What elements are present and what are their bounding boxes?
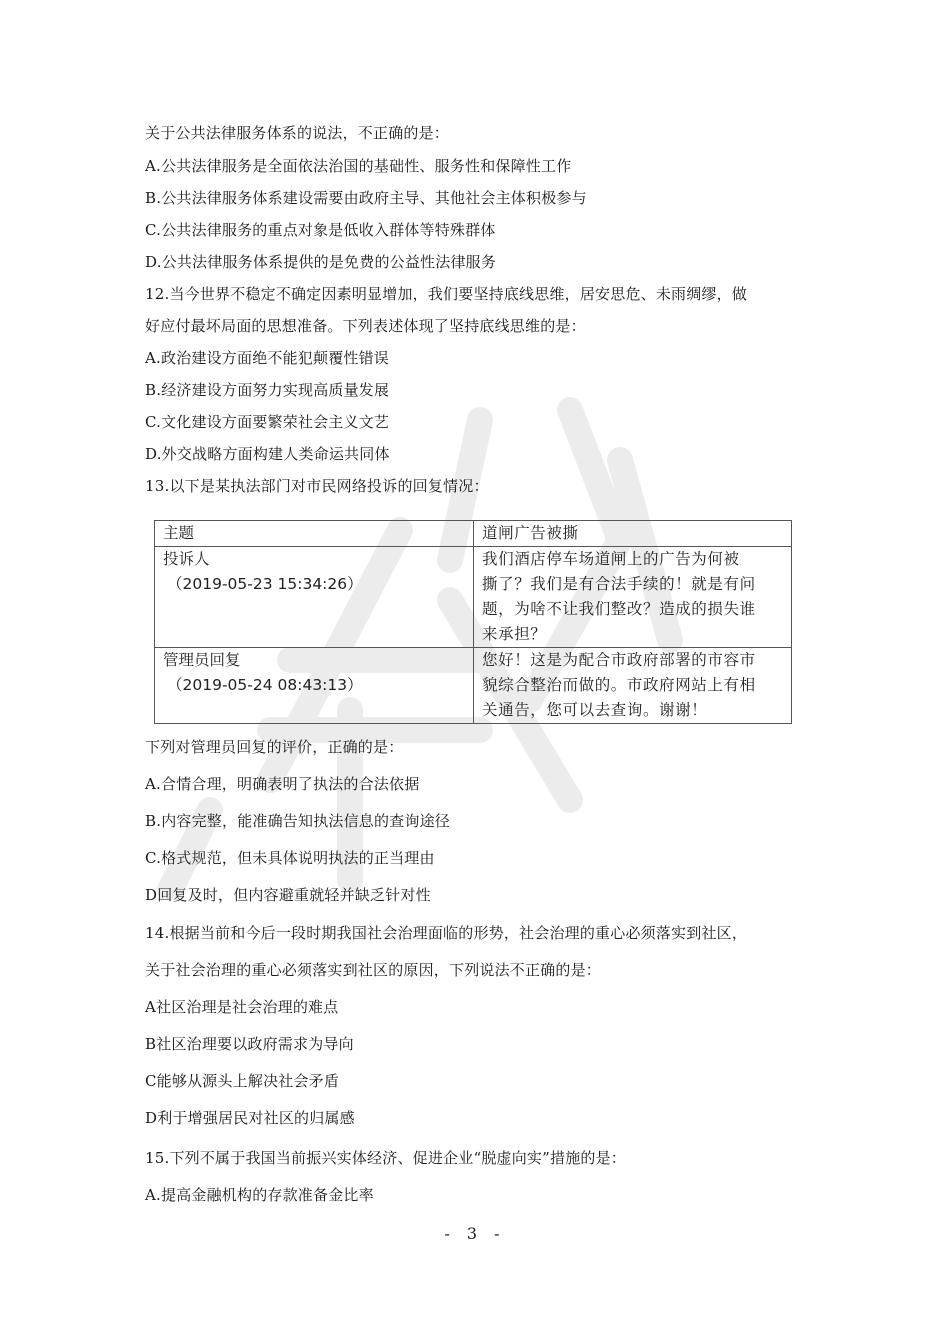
q14-option-b: B社区治理要以政府需求为导向 — [145, 1035, 354, 1053]
q14-stem-line2: 关于社会治理的重心必须落实到社区的原因，下列说法不正确的是： — [145, 961, 602, 979]
complaint-line: 来承担？ — [482, 625, 547, 643]
q14-option-d: D利于增强居民对社区的归属感 — [145, 1109, 355, 1127]
q13-option-b: B.内容完整，能准确告知执法信息的查询途径 — [145, 812, 450, 830]
reply-line: 关通告，您可以去查询。谢谢！ — [482, 701, 708, 719]
q11-option-c: C.公共法律服务的重点对象是低收入群体等特殊群体 — [145, 221, 496, 239]
reply-line: 您好！这是为配合市政府部署的市容市 — [482, 651, 756, 669]
reply-content — [474, 648, 792, 724]
table-row-complaint — [155, 547, 792, 648]
reply-timestamp: （2019-05-24 08:43:13） — [167, 676, 363, 694]
q11-option-b: B.公共法律服务体系建设需要由政府主导、其他社会主体积极参与 — [145, 189, 587, 207]
q15-option-a: A.提高金融机构的存款准备金比率 — [145, 1186, 374, 1204]
complaint-content — [474, 547, 792, 648]
header-value: 道闸广告被撕 — [474, 521, 792, 547]
complaint-line: 我们酒店停车场道闸上的广告为何被 — [482, 550, 740, 568]
page-number: - 3 - — [444, 1224, 506, 1243]
header-label: 主题 — [155, 521, 474, 547]
table-row-header — [155, 521, 792, 547]
q12-option-a: A.政治建设方面绝不能犯颠覆性错误 — [145, 349, 390, 367]
q14-option-c: C能够从源头上解决社会矛盾 — [145, 1072, 340, 1090]
q13-stem: 13.以下是某执法部门对市民网络投诉的回复情况： — [145, 477, 489, 495]
complaint-table — [154, 520, 792, 724]
q13-option-d: D回复及时，但内容避重就轻并缺乏针对性 — [145, 886, 431, 904]
q15-stem: 15.下列不属于我国当前振兴实体经济、促进企业“脱虚向实”措施的是： — [145, 1149, 626, 1167]
complaint-line: 撕了？我们是有合法手续的！就是有问 — [482, 575, 756, 593]
reply-line: 貌综合整治而做的。市政府网站上有相 — [482, 676, 756, 694]
q13-option-a: A.合情合理，明确表明了执法的合法依据 — [145, 775, 420, 793]
table-row-reply — [155, 648, 792, 724]
complaint-label-cell — [155, 547, 474, 648]
q12-stem-line2: 好应付最坏局面的思想准备。下列表述体现了坚持底线思维的是： — [145, 317, 586, 335]
q14-option-a: A社区治理是社会治理的难点 — [145, 998, 339, 1016]
q12-option-d: D.外交战略方面构建人类命运共同体 — [145, 445, 390, 463]
complaint-label: 投诉人 — [163, 550, 210, 568]
complaint-line: 题，为啥不让我们整改？造成的损失谁 — [482, 600, 756, 618]
q12-option-c: C.文化建设方面要繁荣社会主义文艺 — [145, 413, 390, 431]
q11-option-a: A.公共法律服务是全面依法治国的基础性、服务性和保障性工作 — [145, 157, 572, 175]
q12-stem-line1: 12.当今世界不稳定不确定因素明显增加，我们要坚持底线思维，居安思危、未雨绸缪，做 — [145, 285, 748, 303]
q14-stem-line1: 14.根据当前和今后一段时期我国社会治理面临的形势，社会治理的重心必须落实到社区， — [145, 924, 748, 942]
reply-label-cell — [155, 648, 474, 724]
reply-label: 管理员回复 — [163, 651, 241, 669]
q13-question: 下列对管理员回复的评价，正确的是： — [145, 738, 404, 756]
q11-stem: 关于公共法律服务体系的说法，不正确的是： — [145, 124, 450, 142]
q12-option-b: B.经济建设方面努力实现高质量发展 — [145, 381, 390, 399]
q11-option-d: D.公共法律服务体系提供的是免费的公益性法律服务 — [145, 253, 497, 271]
complaint-timestamp: （2019-05-23 15:34:26） — [167, 575, 363, 593]
q13-option-c: C.格式规范，但未具体说明执法的正当理由 — [145, 849, 435, 867]
